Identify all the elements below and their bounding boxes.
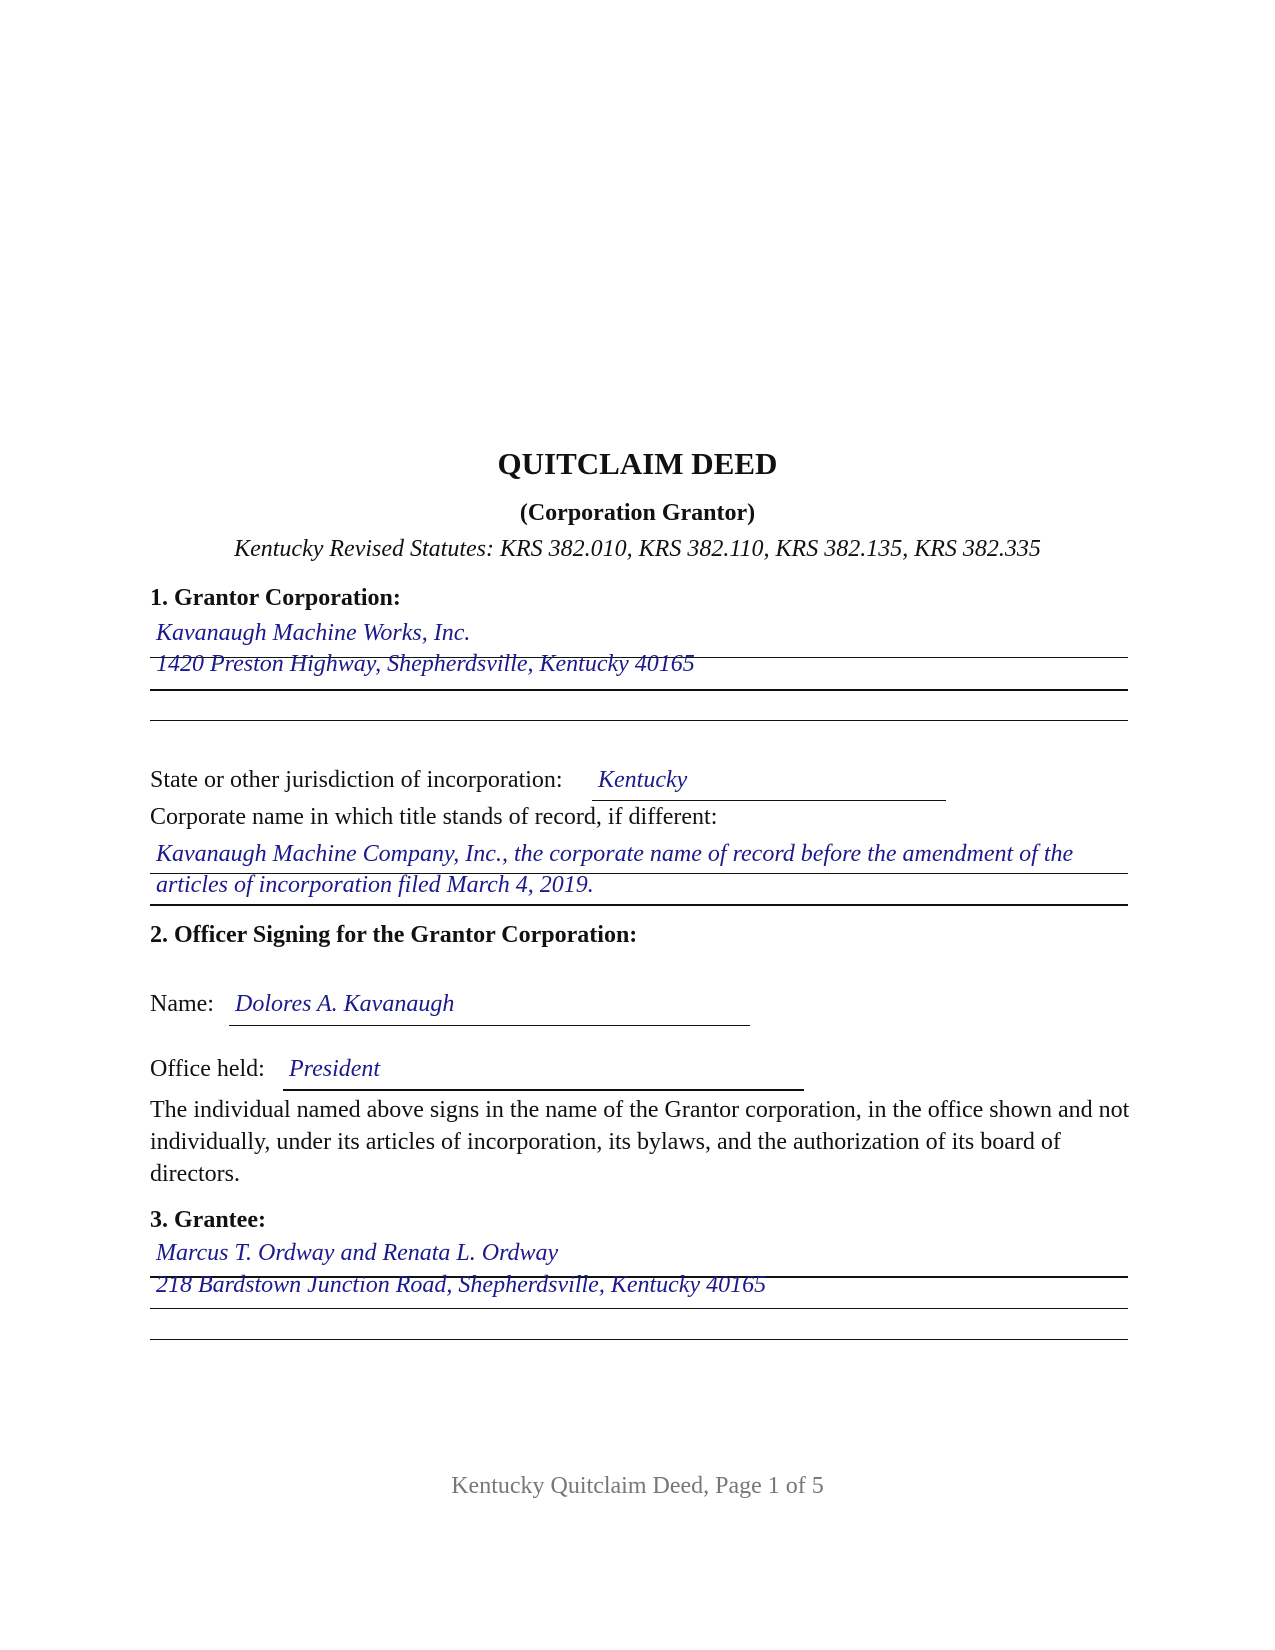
grantee-address-field[interactable]: 218 Bardstown Junction Road, Shepherdsville, Kentucky 40165	[156, 1272, 767, 1298]
signing-authority-statement: The individual named above signs in the name of the Grantor corporation, in the office shown and not individually, under its articles of incorporation, its bylaws, and the authorization of its board of directors.	[150, 1097, 1130, 1187]
grantor-line-3	[150, 720, 1128, 721]
jurisdiction-line	[592, 800, 946, 801]
officer-name-field[interactable]: Dolores A. Kavanaugh	[235, 991, 455, 1017]
record-name-line-2	[150, 904, 1128, 906]
grantor-line-2	[150, 689, 1128, 691]
office-held-field[interactable]: President	[289, 1056, 381, 1082]
office-held-label: Office held:	[150, 1056, 265, 1082]
document-subtitle: (Corporation Grantor)	[519, 500, 756, 526]
section-1-heading: 1. Grantor Corporation:	[150, 585, 401, 611]
officer-name-line	[229, 1025, 750, 1026]
grantee-name-field[interactable]: Marcus T. Ordway and Renata L. Ordway	[156, 1240, 559, 1266]
record-name-label: Corporate name in which title stands of record, if different:	[150, 804, 718, 830]
jurisdiction-field[interactable]: Kentucky	[598, 767, 688, 793]
grantee-line-2	[150, 1308, 1128, 1309]
document-title: QUITCLAIM DEED	[497, 446, 778, 481]
record-name-field-line-2[interactable]: articles of incorporation filed March 4, 2019.	[156, 872, 594, 898]
jurisdiction-label: State or other jurisdiction of incorporation:	[150, 767, 563, 793]
statutes-citation: Kentucky Revised Statutes: KRS 382.010, KRS 382.110, KRS 382.135, KRS 382.335	[234, 536, 1041, 562]
section-3-heading: 3. Grantee:	[150, 1207, 266, 1233]
grantor-address-field[interactable]: 1420 Preston Highway, Shepherdsville, Kentucky 40165	[156, 651, 695, 677]
officer-name-label: Name:	[150, 991, 214, 1017]
record-name-field-line-1[interactable]: Kavanaugh Machine Company, Inc., the corporate name of record before the amendment of the	[156, 841, 1074, 867]
page-footer: Kentucky Quitclaim Deed, Page 1 of 5	[451, 1473, 824, 1499]
office-held-line	[283, 1089, 804, 1091]
grantor-name-field[interactable]: Kavanaugh Machine Works, Inc.	[156, 620, 471, 646]
grantee-line-3	[150, 1339, 1128, 1340]
section-2-heading: 2. Officer Signing for the Grantor Corporation:	[150, 922, 638, 948]
